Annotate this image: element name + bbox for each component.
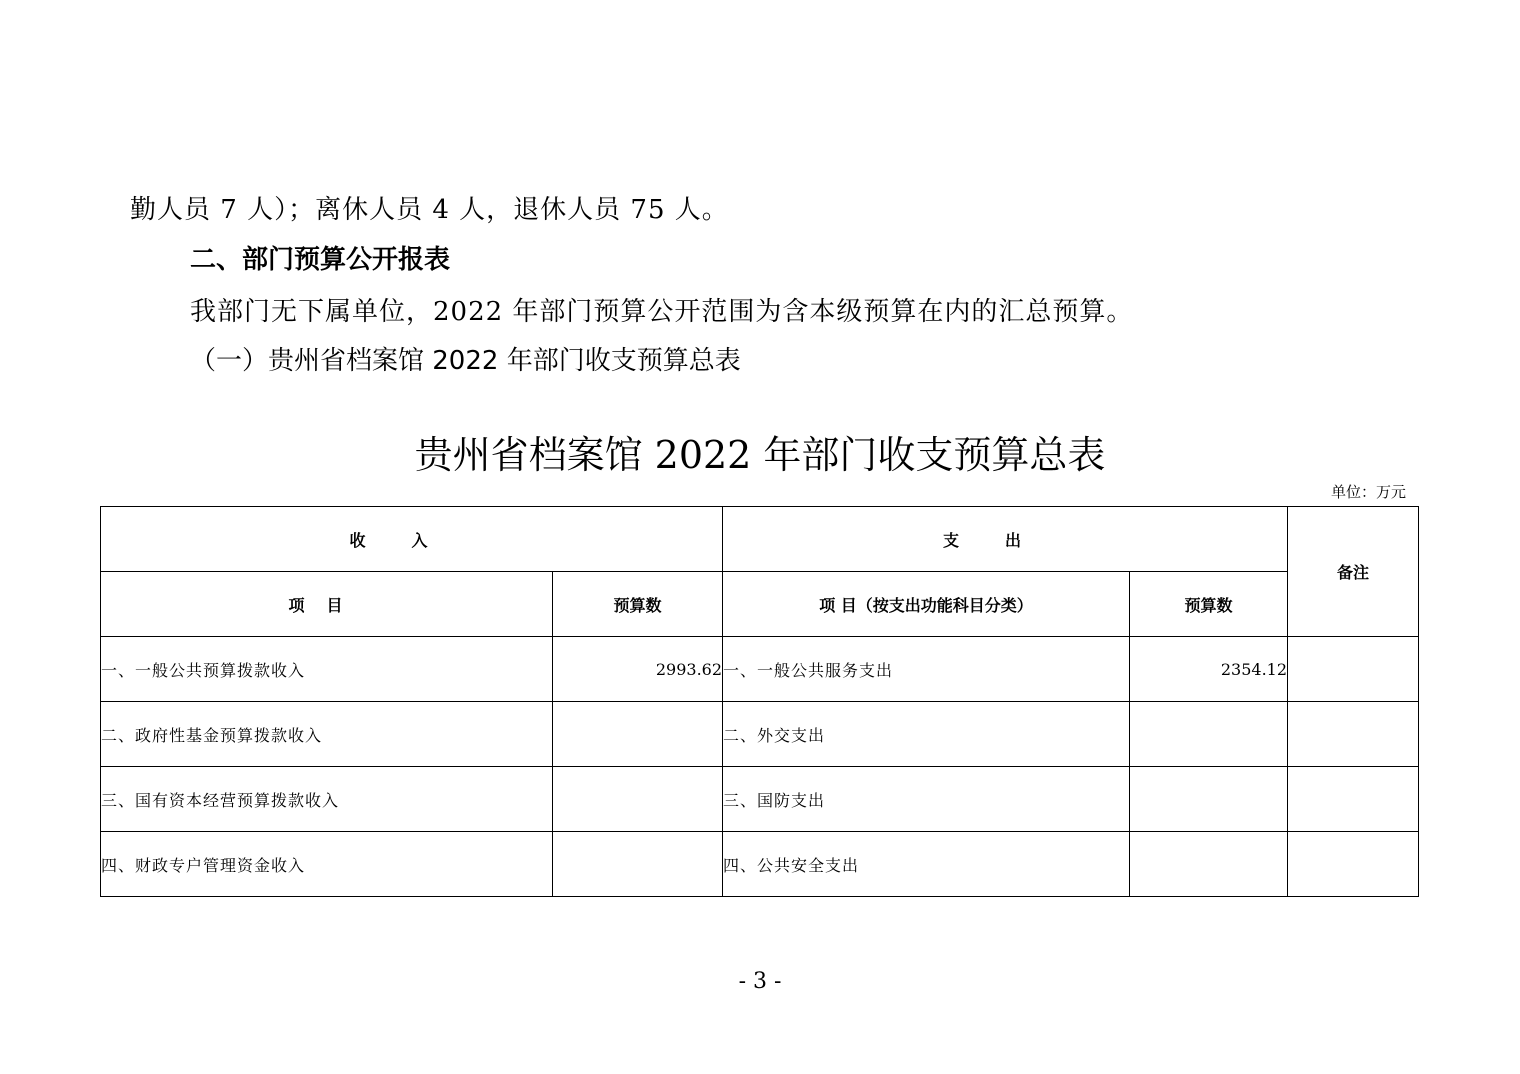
remark-cell bbox=[1288, 637, 1419, 702]
table-subheader-row bbox=[101, 572, 1419, 637]
expense-value-cell: 2354.12 bbox=[1130, 637, 1288, 702]
remark-cell bbox=[1288, 832, 1419, 897]
table-row bbox=[101, 702, 1419, 767]
expense-header: 支出 bbox=[723, 507, 1288, 572]
income-value-cell bbox=[553, 832, 723, 897]
income-budget-header: 预算数 bbox=[553, 572, 723, 637]
budget-summary-table bbox=[100, 506, 1419, 897]
expense-item-cell: 一、一般公共服务支出 bbox=[723, 637, 1130, 702]
remark-cell bbox=[1288, 767, 1419, 832]
expense-value-cell bbox=[1130, 767, 1288, 832]
income-item-cell: 三、国有资本经营预算拨款收入 bbox=[101, 767, 553, 832]
income-item-header: 项目 bbox=[101, 572, 553, 637]
income-item-cell: 四、财政专户管理资金收入 bbox=[101, 832, 553, 897]
expense-item-cell: 三、国防支出 bbox=[723, 767, 1130, 832]
expense-value-cell bbox=[1130, 702, 1288, 767]
income-value-cell bbox=[553, 767, 723, 832]
table-row bbox=[101, 832, 1419, 897]
expense-item-cell: 二、外交支出 bbox=[723, 702, 1130, 767]
income-item-cell: 一、一般公共预算拨款收入 bbox=[101, 637, 553, 702]
expense-value-cell bbox=[1130, 832, 1288, 897]
table-header-row bbox=[101, 507, 1419, 572]
table-row bbox=[101, 637, 1419, 702]
subsection-heading: （一）贵州省档案馆 2022 年部门收支预算总表 bbox=[190, 346, 741, 376]
table-row bbox=[101, 767, 1419, 832]
unit-label: 单位：万元 bbox=[1330, 483, 1406, 501]
table-title: 贵州省档案馆 2022 年部门收支预算总表 bbox=[414, 433, 1106, 477]
page-number: - 3 - bbox=[738, 969, 782, 994]
income-value-cell bbox=[553, 702, 723, 767]
income-item-cell: 二、政府性基金预算拨款收入 bbox=[101, 702, 553, 767]
body-text-line: 勤人员 7 人）；离休人员 4 人，退休人员 75 人。 bbox=[130, 195, 729, 225]
income-value-cell: 2993.62 bbox=[553, 637, 723, 702]
expense-item-cell: 四、公共安全支出 bbox=[723, 832, 1130, 897]
income-header: 收入 bbox=[101, 507, 723, 572]
expense-budget-header: 预算数 bbox=[1130, 572, 1288, 637]
body-paragraph: 我部门无下属单位，2022 年部门预算公开范围为含本级预算在内的汇总预算。 bbox=[190, 297, 1134, 327]
remark-header: 备注 bbox=[1288, 507, 1419, 637]
expense-item-header: 项 目（按支出功能科目分类） bbox=[723, 572, 1130, 637]
remark-cell bbox=[1288, 702, 1419, 767]
section-heading: 二、部门预算公开报表 bbox=[190, 245, 451, 275]
